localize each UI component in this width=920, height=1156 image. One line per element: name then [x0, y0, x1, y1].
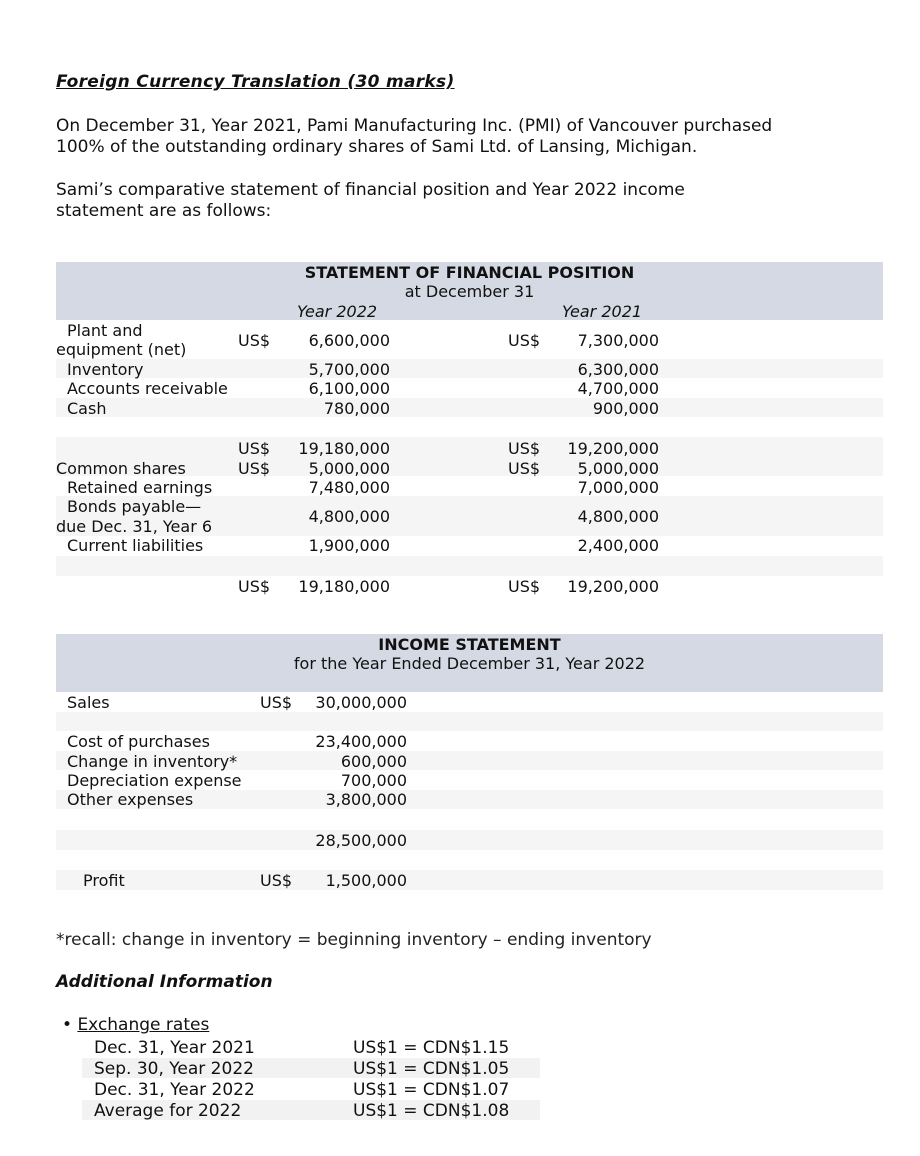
income-label: Sales — [67, 693, 110, 712]
sofp-value-2022: 6,100,000 — [308, 379, 390, 398]
exchange-date: Sep. 30, Year 2022 — [94, 1059, 254, 1079]
exchange-rates-label: Exchange rates — [77, 1015, 210, 1035]
sofp-currency: US$ — [238, 577, 271, 596]
sofp-total-2021: 19,200,000 — [567, 577, 659, 596]
sofp-subheading: at December 31 — [404, 282, 535, 301]
sofp-label: Retained earnings — [67, 478, 213, 497]
sofp-currency: US$ — [238, 439, 271, 458]
exchange-rate: US$1 = CDN$1.15 — [353, 1038, 510, 1058]
additional-info-heading: Additional Information — [56, 972, 273, 992]
row-band — [56, 712, 883, 731]
sofp-value-2022: 4,800,000 — [308, 507, 390, 526]
row-band — [56, 870, 883, 890]
sofp-label: Plant and — [67, 321, 143, 340]
sofp-header — [56, 262, 883, 320]
sofp-label: equipment (net) — [56, 340, 187, 359]
income-currency: US$ — [260, 871, 293, 890]
sofp-total-assets-2021: 19,200,000 — [567, 439, 659, 458]
sofp-value-2021: 2,400,000 — [577, 536, 659, 555]
income-label: Change in inventory* — [67, 752, 238, 771]
intro-line-4: statement are as follows: — [56, 201, 272, 221]
income-currency: US$ — [260, 693, 293, 712]
exchange-date: Average for 2022 — [94, 1101, 242, 1121]
income-label: Profit — [83, 871, 125, 890]
sofp-value-2022: 5,000,000 — [308, 459, 390, 478]
income-label: Cost of purchases — [67, 732, 210, 751]
sofp-col-2022: Year 2022 — [297, 302, 378, 321]
income-value: 23,400,000 — [315, 732, 407, 751]
intro-line-3: Sami’s comparative statement of financial position and Year 2022 income — [56, 180, 685, 200]
exchange-rate: US$1 = CDN$1.08 — [353, 1101, 510, 1121]
sofp-currency: US$ — [508, 331, 541, 350]
sofp-label: Accounts receivable — [67, 379, 228, 398]
income-label: Depreciation expense — [67, 771, 242, 790]
sofp-label: Common shares — [56, 459, 186, 478]
sofp-label: Inventory — [67, 360, 144, 379]
exchange-rate: US$1 = CDN$1.05 — [353, 1059, 510, 1079]
sofp-value-2022: 7,480,000 — [308, 478, 390, 497]
bullet-glyph: • — [62, 1015, 73, 1035]
sofp-total-2022: 19,180,000 — [298, 577, 390, 596]
intro-line-1: On December 31, Year 2021, Pami Manufacturing Inc. (PMI) of Vancouver purchased — [56, 116, 773, 136]
sofp-value-2021: 6,300,000 — [577, 360, 659, 379]
exchange-date: Dec. 31, Year 2021 — [94, 1038, 255, 1058]
income-total-expenses: 28,500,000 — [315, 831, 407, 850]
income-value: 700,000 — [340, 771, 407, 790]
income-value: 3,800,000 — [325, 790, 407, 809]
exchange-date: Dec. 31, Year 2022 — [94, 1080, 255, 1100]
row-band — [56, 830, 883, 850]
sofp-col-2021: Year 2021 — [562, 302, 643, 321]
row-band — [56, 556, 883, 576]
sofp-value-2022: 6,600,000 — [308, 331, 390, 350]
sofp-value-2021: 900,000 — [592, 399, 659, 418]
row-band — [56, 398, 883, 417]
sofp-value-2022: 5,700,000 — [308, 360, 390, 379]
income-header — [56, 634, 883, 692]
sofp-currency: US$ — [508, 459, 541, 478]
sofp-value-2022: 780,000 — [323, 399, 390, 418]
sofp-label: Bonds payable— — [67, 497, 202, 516]
income-label: Other expenses — [67, 790, 194, 809]
exchange-rates-bullet — [62, 1015, 209, 1035]
sofp-currency: US$ — [508, 439, 541, 458]
sofp-total-assets-2022: 19,180,000 — [298, 439, 390, 458]
income-subheading: for the Year Ended December 31, Year 2022 — [293, 654, 646, 673]
sofp-label: Cash — [67, 399, 107, 418]
sofp-value-2021: 4,800,000 — [577, 507, 659, 526]
page-title: Foreign Currency Translation (30 marks) — [56, 72, 455, 92]
income-profit: 1,500,000 — [325, 871, 407, 890]
sofp-value-2021: 5,000,000 — [577, 459, 659, 478]
sofp-currency: US$ — [508, 577, 541, 596]
sofp-value-2021: 4,700,000 — [577, 379, 659, 398]
sofp-label: Current liabilities — [67, 536, 204, 555]
sofp-currency: US$ — [238, 459, 271, 478]
income-heading: INCOME STATEMENT — [378, 635, 561, 654]
sofp-heading: STATEMENT OF FINANCIAL POSITION — [304, 263, 635, 282]
income-value: 600,000 — [340, 752, 407, 771]
sofp-label: due Dec. 31, Year 6 — [56, 517, 213, 536]
row-band — [56, 359, 883, 378]
intro-line-2: 100% of the outstanding ordinary shares of Sami Ltd. of Lansing, Michigan. — [56, 137, 698, 157]
sofp-value-2021: 7,300,000 — [577, 331, 659, 350]
sofp-value-2021: 7,000,000 — [577, 478, 659, 497]
sofp-value-2022: 1,900,000 — [308, 536, 390, 555]
exchange-rate: US$1 = CDN$1.07 — [353, 1080, 510, 1100]
income-value: 30,000,000 — [315, 693, 407, 712]
sofp-currency: US$ — [238, 331, 271, 350]
recall-note: *recall: change in inventory = beginning inventory – ending inventory — [56, 930, 652, 950]
